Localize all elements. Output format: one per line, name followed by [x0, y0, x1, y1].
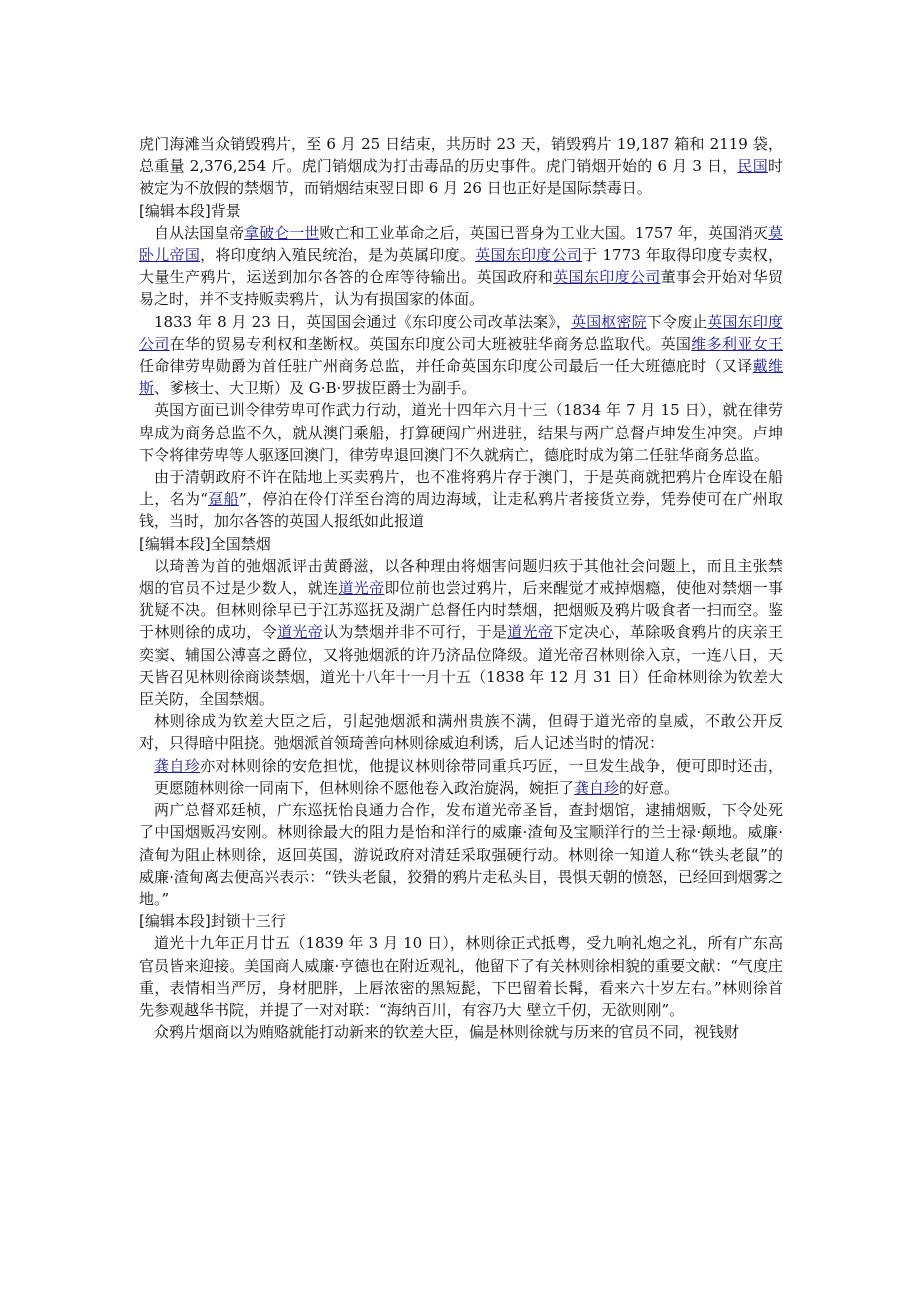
link-gong-zizhen[interactable]: 龚自珍 — [574, 778, 620, 797]
intro-paragraph — [139, 133, 783, 200]
text-run: 、爹核士、大卫斯）及 G·B·罗拔臣爵士为副手。 — [154, 379, 477, 398]
text-run: 董事会开始对华贸易之时，并不支持贩卖鸦片，认为有损国家的体面。 — [139, 268, 783, 309]
background-paragraph-1 — [139, 222, 783, 311]
text-run: 在华的贸易专利权和垄断权。英国东印度公司大班被驻华商务总监取代。英国 — [169, 334, 692, 353]
link-privy-council[interactable]: 英国枢密院 — [571, 312, 647, 331]
ban-paragraph-4: 两广总督邓廷桢，广东巡抚怡良通力合作，发布道光帝圣旨，查封烟馆，逮捕烟贩，下令处死了中国烟贩冯安刚。林则徐最大的阻力是怡和洋行的威廉·渣甸及宝顺洋行的兰士禄·颠地。威廉·渣甸为阻止林则徐，返回英国，游说政府对清廷采取强硬行动。林则徐一知道人称“铁头老鼠”的威廉·渣甸离去便高兴表示：“铁头老鼠，狡猾的鸦片走私头目，畏惧天朝的愤怒，已经回到烟雾之地。” — [139, 801, 783, 908]
section-heading-blockade[interactable]: [编辑本段]封锁十三行 — [139, 912, 286, 931]
text-run: 时被定为不放假的禁烟节，而销烟结束翌日即 6 月 26 日也正好是国际禁毒日。 — [139, 157, 783, 198]
blockade-paragraph-1: 道光十九年正月廿五（1839 年 3 月 10 日），林则徐正式抵粤，受九响礼炮之礼，所有广东高官员皆来迎接。美国商人威廉·亨德也在附近观礼，他留下了有关林则徐相貌的重要文献：“气度庄重，表情相当严厉，身材肥胖，上唇浓密的黑短髭，下巴留着长髯，看来六十岁左右。”林则徐首先参观越华书院，并提了一对对联：“海纳百川，有容乃大 壁立千仞，无欲则刚”。 — [139, 934, 783, 1019]
ban-paragraph-1 — [139, 555, 783, 710]
link-gong-zizhen[interactable]: 龚自珍 — [154, 756, 201, 775]
link-dunchuan[interactable]: 趸船 — [207, 490, 239, 509]
link-davis[interactable]: 戴维斯 — [139, 357, 783, 398]
link-east-india-company[interactable]: 英国东印度公司 — [475, 246, 583, 265]
blockade-paragraph-2: 众鸦片烟商以为贿赂就能打动新来的钦差大臣，偏是林则徐就与历来的官员不同，视钱财 — [154, 1023, 740, 1042]
text-run: 任命律劳卑勋爵为首任驻广州商务总监，并任命英国东印度公司最后一任大班德庇时（又译 — [139, 357, 753, 376]
background-paragraph-3: 英国方面已训令律劳卑可作武力行动，道光十四年六月十三（1834 年 7 月 15 日），就在律劳卑成为商务总监不久，就从澳门乘船，打算硬闯广州进驻，结果与两广总督卢坤发生冲突。卢坤下令将律劳卑等人驱逐回澳门，律劳卑退回澳门不久就病亡，德庇时成为第二任驻华商务总监。 — [139, 401, 783, 464]
text-run: 的好意。 — [619, 778, 680, 797]
link-daoguang-emperor[interactable]: 道光帝 — [277, 623, 324, 642]
text-run: 下定决心，革除吸食鸦片的庆亲王奕窦、辅国公溥喜之爵位，又将弛烟派的许乃济品位降级。道光帝召林则徐入京，一连八日，天天皆召见林则徐商谈禁烟，道光十八年十一月十五（1838 年 12 月 31 日）任命林则徐为钦差大臣关防，全国禁烟。 — [139, 623, 783, 709]
text-run: ，将印度纳入殖民统治，是为英属印度。 — [200, 246, 476, 265]
text-run: ”，停泊在伶仃洋至台湾的周边海域，让走私鸦片者接货立券，凭券使可在广州取钱，当时，加尔各答的英国人报纸如此报道 — [139, 490, 783, 531]
link-napoleon[interactable]: 拿破仑一世 — [244, 223, 320, 242]
text-run: 自从法国皇帝 — [154, 223, 245, 242]
link-east-india-company[interactable]: 英国东印度公司 — [139, 312, 783, 353]
text-run: 亦对林则徐的安危担忧，他提议林则徐带同重兵巧匠，一旦发生战争，便可即时还击，更愿随林则徐一同南下，但林则徐不愿他卷入政治旋涡，婉拒了 — [154, 756, 783, 797]
link-daoguang-emperor[interactable]: 道光帝 — [507, 623, 554, 642]
link-east-india-company[interactable]: 英国东印度公司 — [553, 268, 661, 287]
text-run: 下令废止 — [646, 312, 708, 331]
text-run: 虎门海滩当众销毁鸦片，至 6 月 25 日结束，共历时 23 天，销毁鸦片 19,187 箱和 2119 袋，总重量 2,376,254 斤。虎门销烟成为打击毒品的历史事件。虎门销烟开始的 6 月 3 日， — [139, 135, 783, 176]
text-run: 败亡和工业革命之后，英国已晋身为工业大国。1757 年，英国消灭 — [319, 223, 768, 242]
link-mughal-empire[interactable]: 莫卧儿帝国 — [139, 223, 783, 265]
background-paragraph-2 — [139, 311, 783, 400]
text-run: 认为禁烟并非不可行，于是 — [323, 623, 508, 642]
link-queen-victoria[interactable]: 维多利亚女王 — [691, 334, 783, 353]
background-paragraph-4 — [139, 466, 783, 533]
text-run: 以琦善为首的弛烟派评击黄爵滋，以各种理由将烟害问题归疚于其他社会问题上，而且主张禁烟的官员不过是少数人，就连 — [139, 556, 783, 598]
text-run: 于 1773 年取得印度专卖权，大量生产鸦片，运送到加尔各答的仓库等待输出。英国政府和 — [139, 246, 783, 287]
section-heading-background[interactable]: [编辑本段]背景 — [139, 201, 241, 220]
link-minguo[interactable]: 民国 — [737, 157, 768, 176]
text-run: 1833 年 8 月 23 日，英国国会通过《东印度公司改革法案》， — [154, 312, 572, 331]
document-page — [139, 133, 783, 1043]
section-heading-national-ban[interactable]: [编辑本段]全国禁烟 — [139, 534, 271, 553]
text-run: 即位前也尝过鸦片，后来醒觉才戒掉烟瘾，使他对禁烟一事犹疑不决。但林则徐早已于江苏巡抚及湖广总督任内时禁烟，把烟贩及鸦片吸食者一扫而空。鉴于林则徐的成功，令 — [139, 579, 783, 642]
ban-paragraph-2: 林则徐成为钦差大臣之后，引起弛烟派和满州贵族不满，但碍于道光帝的皇威，不敢公开反对，只得暗中阻挠。弛烟派首领琦善向林则徐威迫利诱，后人记述当时的情况： — [139, 712, 783, 753]
link-daoguang-emperor[interactable]: 道光帝 — [338, 579, 385, 598]
text-run: 由于清朝政府不许在陆地上买卖鸦片，也不准将鸦片存于澳门，于是英商就把鸦片仓库设在船上，名为“ — [139, 468, 783, 509]
ban-paragraph-3 — [139, 755, 783, 799]
